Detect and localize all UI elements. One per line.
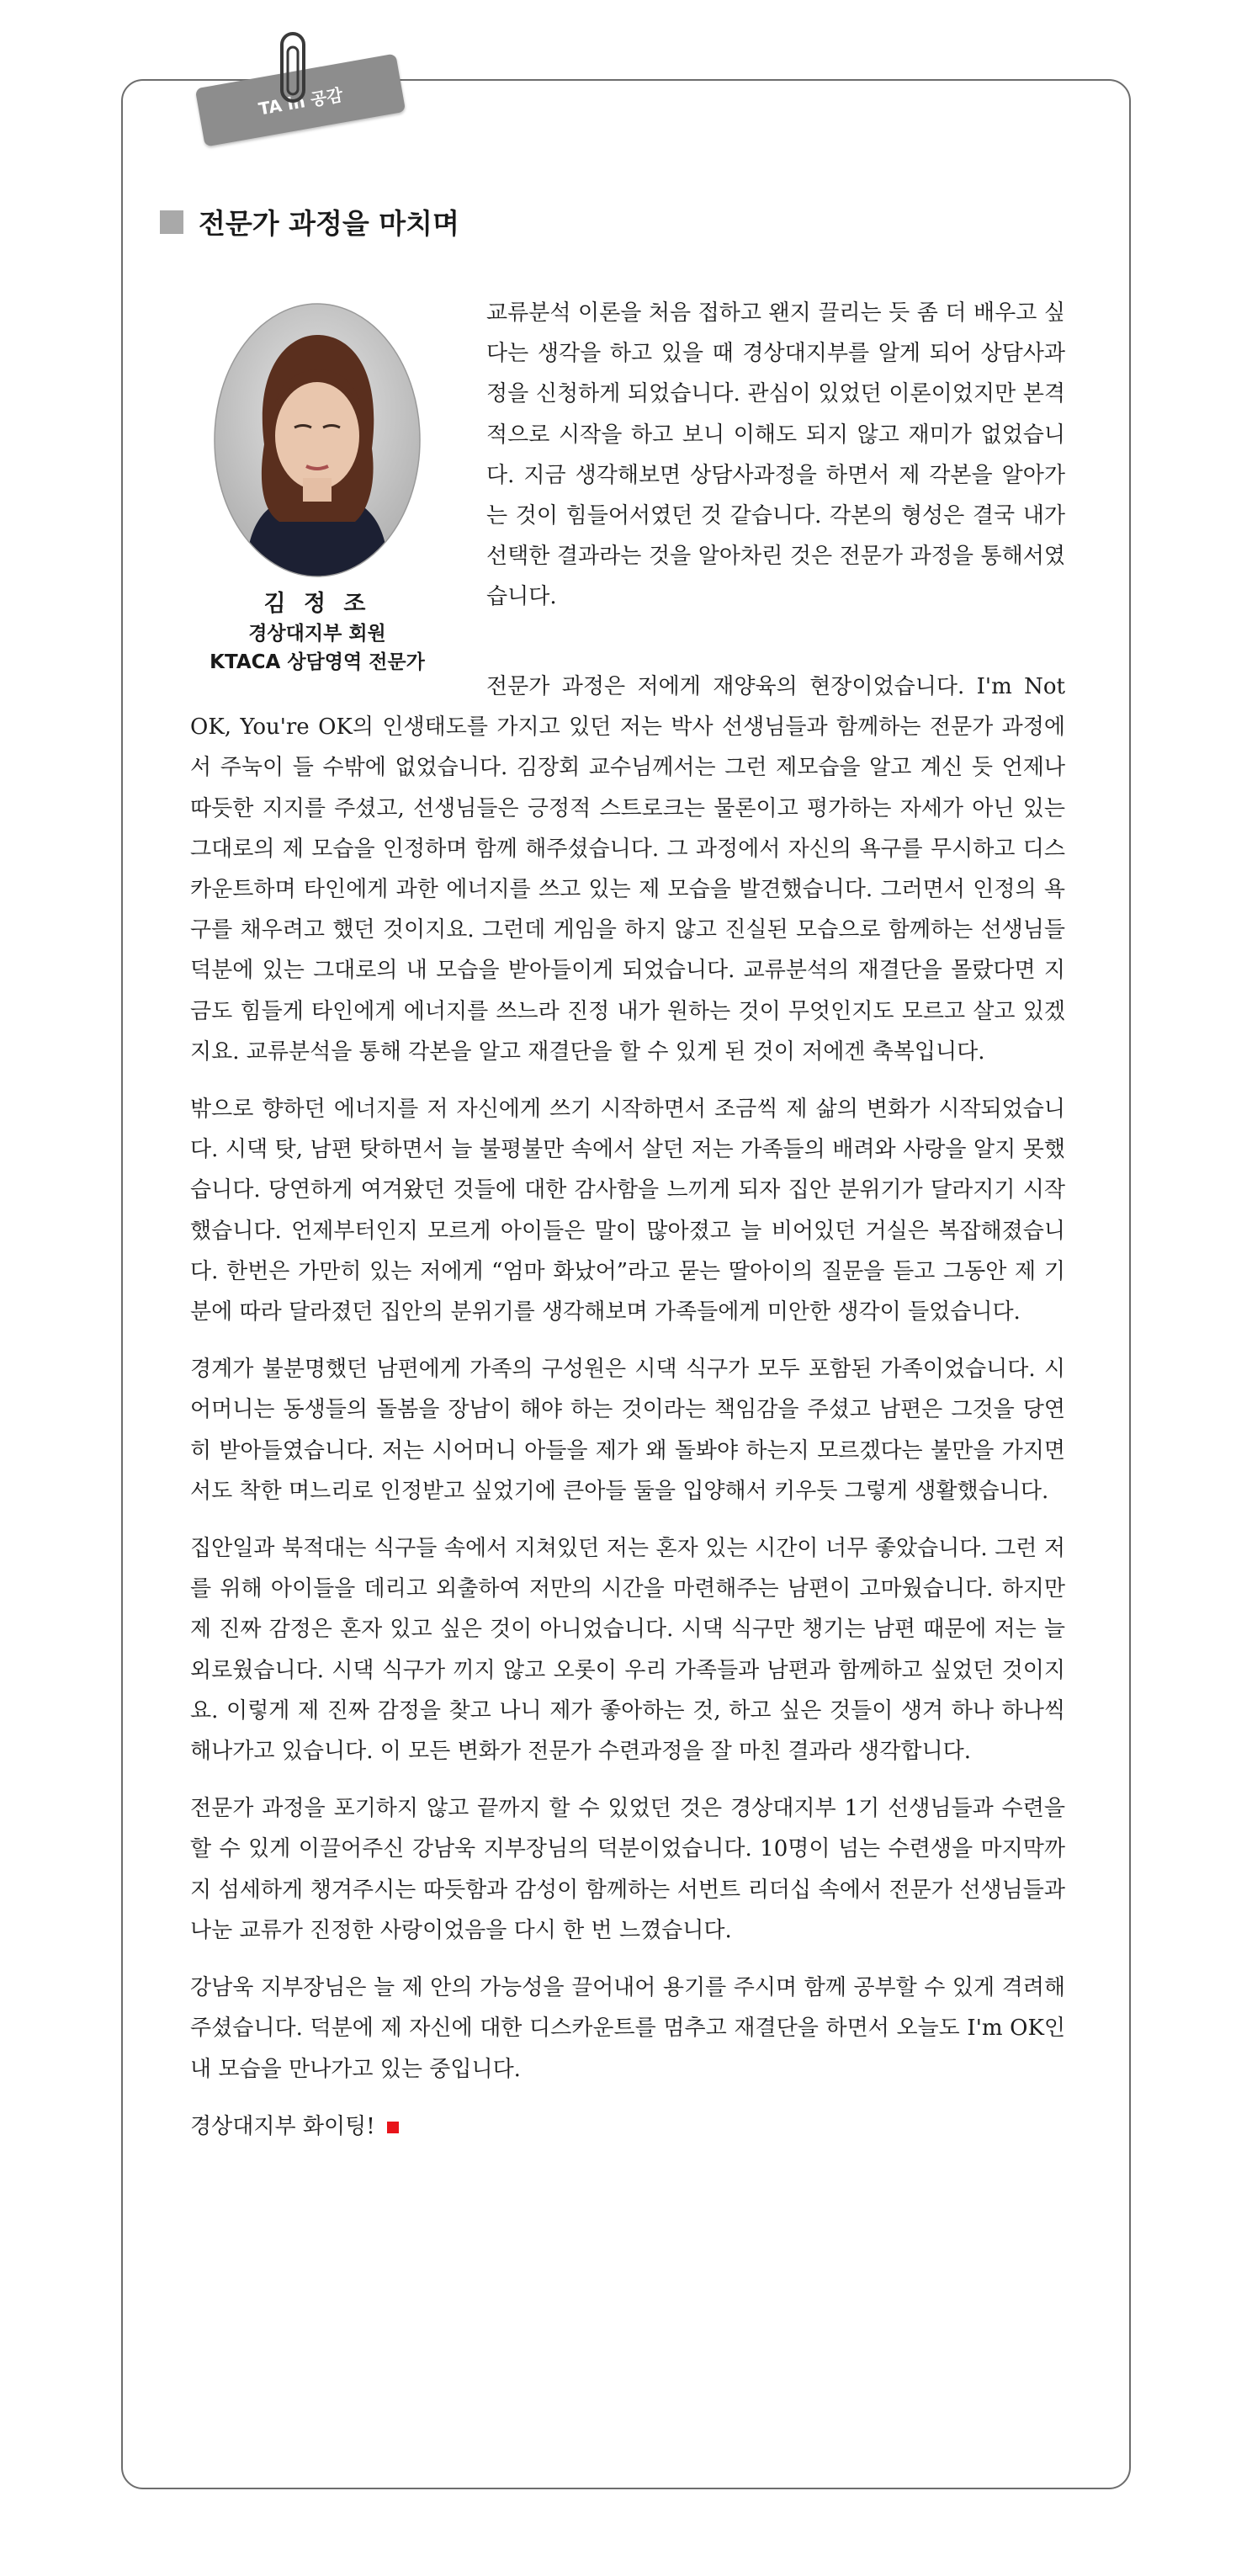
body-paragraph: 강남욱 지부장님은 늘 제 안의 가능성을 끌어내어 용기를 주시며 함께 공부할 수 있게 격려해주셨습니다. 덕분에 제 자신에 대한 디스카운트를 멈추고 재결단을 하면서 오늘도 I'm OK인 내 모습을 만나가고 있는 중입니다. <box>190 1975 1065 2082</box>
body-paragraph: 밖으로 향하던 에너지를 저 자신에게 쓰기 시작하면서 조금씩 제 삶의 변화가 시작되었습니다. 시댁 탓, 남편 탓하면서 늘 불평불만 속에서 살던 저는 가족들의 배려와 사랑을 알지 못했습니다. 당연하게 여겨왔던 것들에 대한 감사함을 느끼게 되자 집안 분위기가 달라지기 시작했습니다. 언제부터인지 모르게 아이들은 말이 많아졌고 늘 비어있던 거실은 복잡해졌습니다. 한번은 가만히 있는 저에게 “엄마 화났어”라고 묻는 딸아이의 질문을 듣고 그동안 제 기분에 따라 달라졌던 집안의 분위기를 생각해보며 가족들에게 미안한 생각이 들었습니다. <box>190 1097 1065 1325</box>
author-caption <box>160 589 475 677</box>
author-photo <box>212 301 422 579</box>
intro-paragraph: 교류분석 이론을 처음 접하고 왠지 끌리는 듯 좀 더 배우고 싶다는 생각을 하고 있을 때 경상대지부를 알게 되어 상담사과정을 신청하게 되었습니다. 관심이 있었던 이론이었지만 본격적으로 시작을 하고 보니 이해도 되지 않고 재미가 없었습니다. 지금 생각해보면 상담사과정을 하면서 제 각본을 알아가는 것이 힘들어서였던 것 같습니다. 각본의 형성은 결국 내가 선택한 결과라는 것을 알아차린 것은 전문가 과정을 통해서였습니다. <box>486 300 1065 610</box>
page-title <box>160 202 459 242</box>
author-role: KTACA 상담영역 전문가 <box>210 651 425 673</box>
article-body <box>190 667 1065 2164</box>
author-name: 김 정 조 <box>263 591 371 617</box>
red-square-icon <box>387 2122 399 2133</box>
body-paragraph: 경계가 불분명했던 남편에게 가족의 구성원은 시댁 식구가 모두 포함된 가족이었습니다. 시어머니는 동생들의 돌봄을 장남이 해야 하는 것이라는 책임감을 주셨고 남편은 그것을 당연히 받아들였습니다. 저는 시어머니 아들을 제가 왜 돌봐야 하는지 모르겠다는 불만을 가지면서도 착한 며느리로 인정받고 싶었기에 큰아들 둘을 입양해서 키우듯 그렇게 생활했습니다. <box>190 1357 1065 1504</box>
closing-paragraph <box>190 2106 1065 2147</box>
body-paragraph: 전문가 과정은 저에게 재양육의 현장이었습니다. I'm Not OK, You're OK의 인생태도를 가지고 있던 저는 박사 선생님들과 함께하는 전문가 과정에서 주눅이 들 수밖에 없었습니다. 김장회 교수님께서는 그런 제모습을 알고 계신 듯 언제나 따듯한 지지를 주셨고, 선생님들은 긍정적 스트로크는 물론이고 평가하는 자세가 아닌 있는 그대로의 제 모습을 인정하며 함께 해주셨습니다. 그 과정에서 자신의 욕구를 무시하고 디스카운트하며 타인에게 과한 에너지를 쓰고 있는 제 모습을 발견했습니다. 그러면서 인정의 욕구를 채우려고 했던 것이지요. 그런데 게임을 하지 않고 진실된 모습으로 함께하는 선생님들 덕분에 있는 그대로의 내 모습을 받아들이게 되었습니다. 교류분석의 재결단을 몰랐다면 지금도 힘들게 타인에게 에너지를 쓰느라 진정 내가 원하는 것이 무엇인지도 모르고 살고 있겠지요. 교류분석을 통해 각본을 알고 재결단을 할 수 있게 된 것이 저에겐 축복입니다. <box>190 674 1065 1065</box>
title-square-icon <box>160 210 183 234</box>
author-affiliation: 경상대지부 회원 <box>248 623 386 645</box>
page-title-text: 전문가 과정을 마치며 <box>199 207 459 240</box>
body-paragraph: 집안일과 북적대는 식구들 속에서 지쳐있던 저는 혼자 있는 시간이 너무 좋았습니다. 그런 저를 위해 아이들을 데리고 외출하여 저만의 시간을 마련해주는 남편이 고마웠습니다. 하지만 제 진짜 감정은 혼자 있고 싶은 것이 아니었습니다. 시댁 식구만 챙기는 남편 때문에 저는 늘 외로웠습니다. 시댁 식구가 끼지 않고 오롯이 우리 가족들과 남편과 함께하고 싶었던 것이지요. 이렇게 제 진짜 감정을 찾고 나니 제가 좋아하는 것, 하고 싶은 것들이 생겨 하나 하나씩 해나가고 있습니다. 이 모든 변화가 전문가 수련과정을 잘 마친 결과라 생각합니다. <box>190 1536 1065 1765</box>
body-paragraph: 전문가 과정을 포기하지 않고 끝까지 할 수 있었던 것은 경상대지부 1기 선생님들과 수련을 할 수 있게 이끌어주신 강남욱 지부장님의 덕분이었습니다. 10명이 넘는 수련생을 마지막까지 섬세하게 챙겨주시는 따듯함과 감성이 함께하는 서번트 리더십 속에서 전문가 선생님들과 나눈 교류가 진정한 사랑이었음을 다시 한 번 느꼈습니다. <box>190 1796 1065 1943</box>
paper-clip-icon <box>279 32 307 103</box>
closing-text: 경상대지부 화이팅! <box>190 2113 375 2139</box>
section-tag-label: TA in 공감 <box>257 83 345 120</box>
